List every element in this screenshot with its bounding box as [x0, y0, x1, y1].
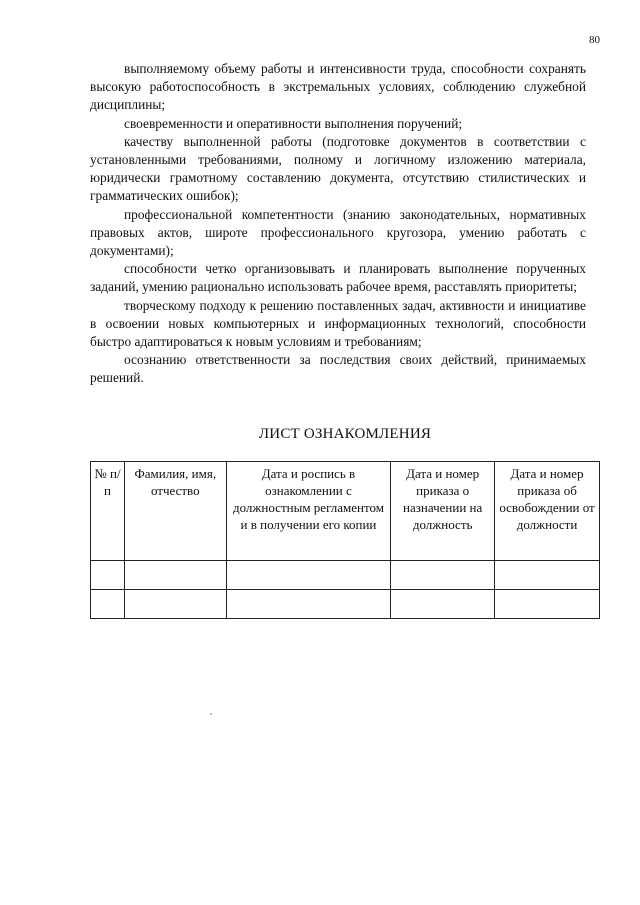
table-cell — [391, 590, 495, 619]
paragraph-creativity: творческому подходу к решению поставленных задач, активности и инициативе в освоении новых компьютерных и информационных технологий, способности быстро адаптироваться к новым условиям и требованиям; — [90, 297, 586, 350]
header-number: № п/п — [91, 462, 125, 561]
table-cell — [226, 561, 391, 590]
paragraph-work-quality: качеству выполненной работы (подготовке документов в соответствии с установленными требованиями, полному и логичному изложению материала, юридически грамотному составлению документа, отсутствию стилистических и грамматических ошибок); — [90, 133, 586, 204]
table-cell — [124, 590, 226, 619]
table-cell — [495, 590, 600, 619]
paragraph-timeliness: своевременности и оперативности выполнения поручений; — [124, 115, 463, 131]
table-header-row — [91, 462, 600, 561]
paragraph-organization: способности четко организовывать и планировать выполнение порученных заданий, умению рационально использовать рабочее время, расставлять приоритеты; — [90, 261, 586, 295]
table-cell — [124, 561, 226, 590]
scan-speck — [210, 713, 212, 715]
header-full-name: Фамилия, имя, отчество — [124, 462, 226, 561]
header-signature-date: Дата и роспись в ознакомлении с должностным регламентом и в получении его копии — [226, 462, 391, 561]
table-cell — [91, 590, 125, 619]
paragraph-competence: профессиональной компетентности (знанию законодательных, нормативных правовых актов, широте профессионального кругозора, умению работать с документами); — [90, 206, 586, 259]
table-row — [91, 561, 600, 590]
header-dismissal-order: Дата и номер приказа об освобождении от должности — [495, 462, 600, 561]
table-cell — [495, 561, 600, 590]
table-cell — [91, 561, 125, 590]
sheet-title: ЛИСТ ОЗНАКОМЛЕНИЯ — [258, 426, 432, 442]
paragraph-responsibility: осознанию ответственности за последствия своих действий, принимаемых решений. — [90, 352, 586, 386]
body-text — [90, 60, 586, 388]
header-appointment-order: Дата и номер приказа о назначении на должность — [391, 462, 495, 561]
table-row — [91, 590, 600, 619]
acknowledgement-table — [90, 461, 600, 619]
table-cell — [391, 561, 495, 590]
table-cell — [226, 590, 391, 619]
page-number: 80 — [589, 34, 600, 46]
paragraph-workload: выполняемому объему работы и интенсивности труда, способности сохранять высокую работоспособность в экстремальных условиях, соблюдению служебной дисциплины; — [90, 61, 586, 113]
